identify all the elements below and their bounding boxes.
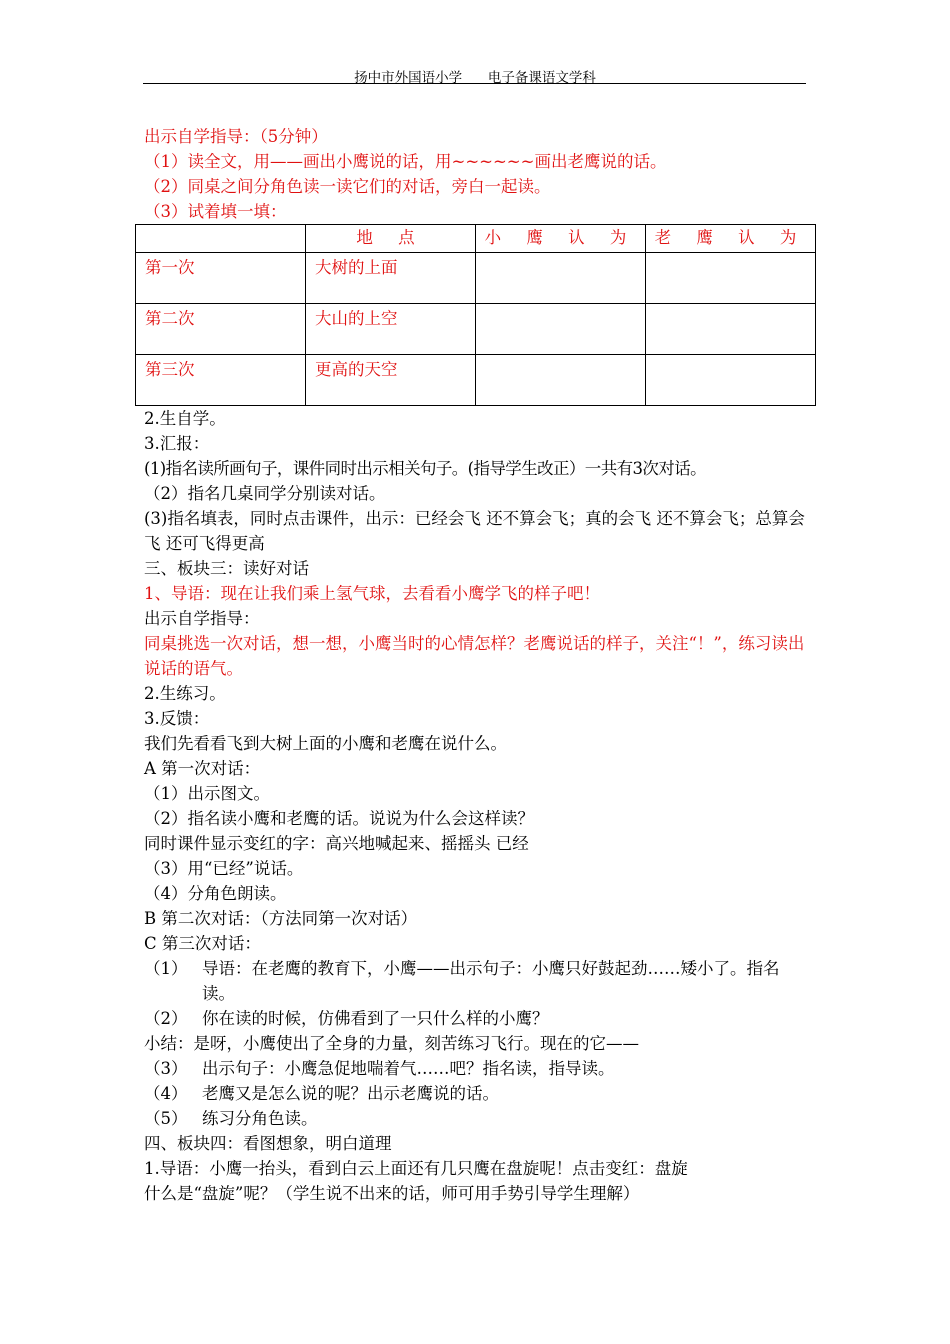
intro-title: 出示自学指导：（5分钟） xyxy=(144,127,328,146)
table-cell xyxy=(476,253,646,304)
body-line: 3.反馈： xyxy=(144,709,210,728)
body-line: （2）指名读小鹰和老鹰的话。说说为什么会这样读？ xyxy=(144,809,534,828)
item-number: （5） xyxy=(144,1109,188,1128)
table-header-cell: 小 鹰 认 为 xyxy=(476,225,646,253)
intro-item: （2）同桌之间分角色读一读它们的对话，旁白一起读。 xyxy=(144,177,551,196)
table-cell: 更高的天空 xyxy=(306,355,476,406)
item-number: （1） xyxy=(144,959,188,978)
table-header-cell xyxy=(136,225,306,253)
item-text: 老鹰又是怎么说的呢？出示老鹰说的话。 xyxy=(202,1084,499,1103)
table-cell: 第一次 xyxy=(136,253,306,304)
table-cell: 大山的上空 xyxy=(306,304,476,355)
body-line: 我们先看看飞到大树上面的小鹰和老鹰在说什么。 xyxy=(144,734,507,753)
red-line: 1、导语：现在让我们乘上氢气球，去看看小鹰学飞的样子吧！ xyxy=(144,584,600,603)
numbered-item xyxy=(144,1006,810,1031)
item-text: 你在读的时候，仿佛看到了一只什么样的小鹰？ xyxy=(202,1009,549,1028)
item-number: （2） xyxy=(144,1009,188,1028)
red-paragraph: 同桌挑选一次对话，想一想，小鹰当时的心情怎样？老鹰说话的样子，关注“！”，练习读出说话的语气。 xyxy=(144,634,805,678)
numbered-item xyxy=(144,956,810,1006)
body-line: （4）分角色朗读。 xyxy=(144,884,287,903)
table-row xyxy=(136,304,816,355)
body-line: 2.生自学。 xyxy=(144,409,226,428)
section-heading: 四、板块四：看图想象，明白道理 xyxy=(144,1134,392,1153)
body-line: 同时课件显示变红的字：高兴地喊起来、摇摇头 已经 xyxy=(144,834,529,853)
document-body xyxy=(144,124,810,1206)
body-line: 1.导语：小鹰一抬头，看到白云上面还有几只鹰在盘旋呢！点击变红：盘旋 xyxy=(144,1159,688,1178)
table-cell: 第二次 xyxy=(136,304,306,355)
intro-item: （3）试着填一填： xyxy=(144,202,287,221)
body-line: （1）出示图文。 xyxy=(144,784,270,803)
table-cell: 第三次 xyxy=(136,355,306,406)
table-cell xyxy=(646,253,816,304)
table-row xyxy=(136,253,816,304)
body-line: 3.汇报： xyxy=(144,434,210,453)
table-cell xyxy=(476,355,646,406)
table-row xyxy=(136,355,816,406)
body-line: 什么是“盘旋”呢？（学生说不出来的话，师可用手势引导学生理解） xyxy=(144,1184,640,1203)
fill-in-table xyxy=(135,224,816,406)
numbered-item xyxy=(144,1106,810,1131)
intro-item: （1）读全文，用——画出小鹰说的话，用~~~~~~画出老鹰说的话。 xyxy=(144,152,667,171)
body-line: C 第三次对话： xyxy=(144,934,261,953)
header-divider xyxy=(143,83,806,84)
table-header-cell: 地 点 xyxy=(306,225,476,253)
table-header-cell: 老 鹰 认 为 xyxy=(646,225,816,253)
table-header-row xyxy=(136,225,816,253)
body-line: 2.生练习。 xyxy=(144,684,226,703)
body-line: （3）用“已经”说话。 xyxy=(144,859,304,878)
body-line: （2）指名几桌同学分别读对话。 xyxy=(144,484,386,503)
item-text: 导语：在老鹰的教育下，小鹰——出示句子：小鹰只好鼓起劲……矮小了。指名读。 xyxy=(202,959,780,1003)
page-header: 扬中市外国语小学 电子备课语文学科 xyxy=(354,70,596,86)
numbered-item xyxy=(144,1081,810,1106)
numbered-item xyxy=(144,1056,810,1081)
body-line: B 第二次对话：（方法同第一次对话） xyxy=(144,909,418,928)
body-line: A 第一次对话： xyxy=(144,759,261,778)
item-text: 练习分角色读。 xyxy=(202,1109,318,1128)
table-cell xyxy=(646,355,816,406)
item-number: （4） xyxy=(144,1084,188,1103)
table-cell xyxy=(476,304,646,355)
body-line: 出示自学指导： xyxy=(144,609,260,628)
table-cell xyxy=(646,304,816,355)
body-paragraph: (3)指名填表，同时点击课件，出示：已经会飞 还不算会飞；真的会飞 还不算会飞；总算会飞 还可飞得更高 xyxy=(144,509,805,553)
item-text: 出示句子：小鹰急促地喘着气……吧？指名读，指导读。 xyxy=(202,1059,615,1078)
body-line: (1)指名读所画句子，课件同时出示相关句子。(指导学生改正）一共有3次对话。 xyxy=(144,459,707,478)
summary-line: 小结：是呀，小鹰使出了全身的力量，刻苦练习飞行。现在的它—— xyxy=(144,1034,639,1053)
table-cell: 大树的上面 xyxy=(306,253,476,304)
section-heading: 三、板块三：读好对话 xyxy=(144,559,309,578)
item-number: （3） xyxy=(144,1059,188,1078)
